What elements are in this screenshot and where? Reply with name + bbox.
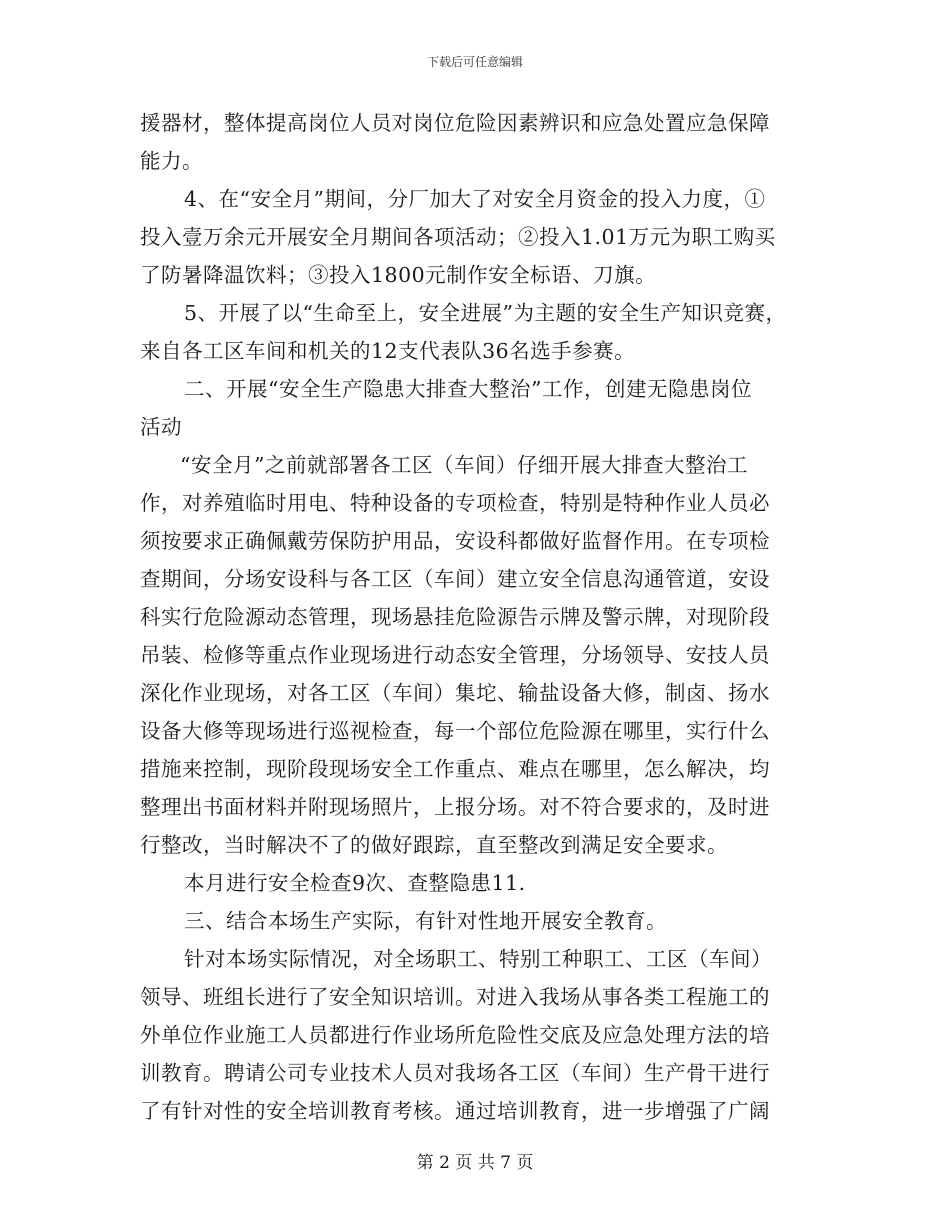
body-line: 深化作业现场，对各工区（车间）集坨、输盐设备大修，制卤、扬水	[140, 681, 770, 705]
body-line: 吊装、检修等重点作业现场进行动态安全管理，分场领导、安技人员	[140, 643, 770, 667]
body-line: 外单位作业施工人员都进行作业场所危险性交底及应急处理方法的培	[140, 1023, 770, 1047]
paragraph-line: 5、开展了以“生命至上，安全进展”为主题的安全生产知识竞赛，	[184, 301, 787, 325]
body-line: 投入壹万余元开展安全月期间各项活动；②投入1.01万元为职工购买	[140, 225, 776, 249]
body-line: 须按要求正确佩戴劳保防护用品，安设科都做好监督作用。在专项检	[140, 529, 770, 553]
section-heading-line: 三、结合本场生产实际，有针对性地开展安全教育。	[184, 909, 667, 933]
body-line: 来自各工区车间和机关的12支代表队36名选手参赛。	[140, 339, 636, 363]
body-line: 设备大修等现场进行巡视检查，每一个部位危险源在哪里，实行什么	[140, 719, 770, 743]
paragraph-line: 本月进行安全检查9次、查整隐患11.	[184, 871, 526, 895]
body-line: 援器材，整体提高岗位人员对岗位危险因素辨识和应急处置应急保障	[140, 111, 770, 135]
body-line: 措施来控制，现阶段现场安全工作重点、难点在哪里，怎么解决，均	[140, 757, 770, 781]
body-line: 查期间，分场安设科与各工区（车间）建立安全信息沟通管道，安设	[140, 567, 770, 591]
section-heading-line: 活动	[140, 415, 182, 439]
section-heading-line: 二、开展“安全生产隐患大排查大整治”工作，创建无隐患岗位	[184, 377, 752, 401]
paragraph-line: 针对本场实际情况，对全场职工、特别工种职工、工区（车间）	[184, 947, 772, 971]
body-line: 行整改，当时解决不了的做好跟踪，直至整改到满足安全要求。	[140, 833, 728, 857]
body-line: 能力。	[140, 149, 203, 173]
body-line: 领导、班组长进行了安全知识培训。对进入我场从事各类工程施工的	[140, 985, 770, 1009]
page-header: 下载后可任意编辑	[426, 55, 523, 69]
body-line: 了有针对性的安全培训教育考核。通过培训教育，进一步增强了广阔	[140, 1099, 770, 1123]
body-line: 了防暑降温饮料；③投入1800元制作安全标语、刀旗。	[140, 263, 657, 287]
body-line: 科实行危险源动态管理，现场悬挂危险源告示牌及警示牌，对现阶段	[140, 605, 770, 629]
paragraph-line: 4、在“安全月”期间，分厂加大了对安全月资金的投入力度，①	[184, 187, 766, 211]
paragraph-line: “安全月”之前就部署各工区（车间）仔细开展大排查大整治工	[180, 453, 748, 477]
body-line: 作，对养殖临时用电、特种设备的专项检查，特别是特种作业人员必	[140, 491, 770, 515]
page-number-footer: 第 2 页 共 7 页	[416, 1153, 534, 1173]
body-line: 训教育。聘请公司专业技术人员对我场各工区（车间）生产骨干进行	[140, 1061, 770, 1085]
document-body	[140, 104, 820, 1130]
body-line: 整理出书面材料并附现场照片，上报分场。对不符合要求的，及时进	[140, 795, 770, 819]
